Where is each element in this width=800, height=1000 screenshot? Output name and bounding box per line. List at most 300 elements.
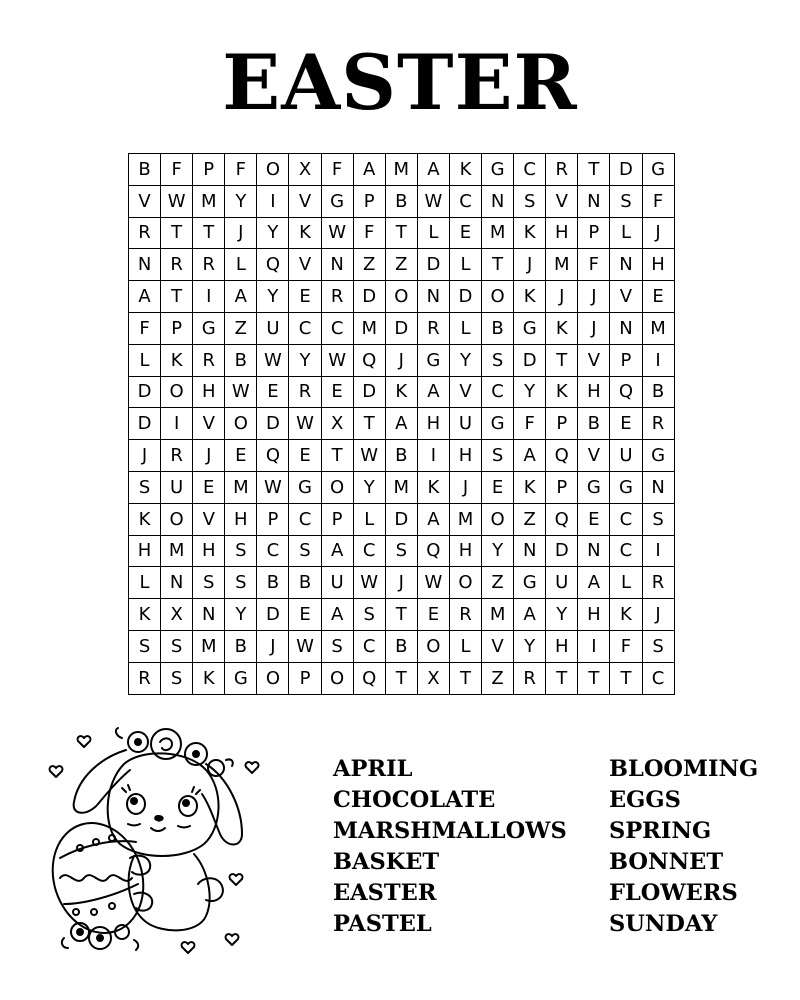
grid-cell: V [193,504,225,536]
grid-cell: Q [354,663,386,695]
grid-cell: S [161,663,193,695]
grid-cell: J [225,218,257,250]
grid-cell: X [161,599,193,631]
grid-cell: T [354,408,386,440]
grid-cell: Y [514,631,546,663]
grid-cell: T [482,249,514,281]
grid-cell: H [193,536,225,568]
grid-cell: Y [225,599,257,631]
grid-cell: R [129,218,161,250]
grid-cell: Y [546,599,578,631]
grid-cell: I [257,186,289,218]
grid-cell: L [129,567,161,599]
grid-cell: W [289,631,321,663]
grid-cell: G [643,154,675,186]
grid-cell: E [450,218,482,250]
grid-cell: W [225,377,257,409]
grid-cell: T [450,663,482,695]
grid-cell: T [578,154,610,186]
grid-cell: N [514,536,546,568]
grid-cell: T [322,440,354,472]
grid-cell: R [450,599,482,631]
grid-cell: Z [482,663,514,695]
grid-cell: T [161,281,193,313]
grid-cell: R [129,663,161,695]
grid-cell: B [386,440,418,472]
grid-cell: T [386,663,418,695]
grid-cell: A [225,281,257,313]
grid-cell: D [514,345,546,377]
grid-cell: S [289,536,321,568]
grid-cell: A [322,536,354,568]
grid-cell: T [193,218,225,250]
grid-cell: A [322,599,354,631]
grid-cell: L [450,249,482,281]
grid-cell: L [610,567,642,599]
grid-cell: P [257,504,289,536]
page-title: EASTER [222,38,578,127]
grid-cell: F [322,154,354,186]
grid-cell: O [225,408,257,440]
grid-cell: P [578,218,610,250]
grid-cell: G [514,567,546,599]
grid-cell: C [354,631,386,663]
grid-cell: I [161,408,193,440]
grid-cell: E [578,504,610,536]
grid-cell: S [643,504,675,536]
grid-cell: P [354,186,386,218]
grid-cell: G [322,186,354,218]
grid-cell: O [386,281,418,313]
grid-cell: Q [610,377,642,409]
grid-cell: B [643,377,675,409]
grid-cell: T [546,345,578,377]
grid-cell: R [322,281,354,313]
grid-cell: P [322,504,354,536]
grid-cell: T [386,218,418,250]
grid-cell: L [610,218,642,250]
grid-cell: B [482,313,514,345]
grid-cell: Y [514,377,546,409]
grid-cell: M [482,599,514,631]
grid-cell: Y [354,472,386,504]
grid-cell: H [546,631,578,663]
grid-cell: J [386,567,418,599]
grid-cell: N [578,186,610,218]
grid-cell: N [129,249,161,281]
grid-cell: X [322,408,354,440]
grid-cell: A [354,154,386,186]
word-list-left [333,754,567,940]
grid-cell: N [610,313,642,345]
grid-cell: H [225,504,257,536]
grid-cell: V [129,186,161,218]
word-item: FLOWERS [609,880,738,906]
heart-icon [78,736,91,747]
grid-cell: O [482,281,514,313]
grid-cell: R [546,154,578,186]
grid-cell: N [610,249,642,281]
grid-cell: E [257,377,289,409]
grid-cell: R [193,249,225,281]
grid-cell: U [161,472,193,504]
grid-cell: A [418,154,450,186]
grid-cell: G [418,345,450,377]
grid-cell: X [289,154,321,186]
grid-cell: O [482,504,514,536]
grid-cell: U [546,567,578,599]
grid-cell: B [257,567,289,599]
grid-cell: J [643,599,675,631]
grid-cell: D [129,377,161,409]
grid-cell: A [418,377,450,409]
grid-cell: M [386,472,418,504]
grid-cell: V [289,186,321,218]
grid-cell: P [610,345,642,377]
heart-icon [226,934,239,945]
grid-cell: B [578,408,610,440]
grid-cell: H [578,377,610,409]
grid-cell: C [514,154,546,186]
grid-cell: E [322,377,354,409]
heart-icon [50,766,63,777]
grid-cell: B [129,154,161,186]
grid-cell: K [418,472,450,504]
grid-cell: D [354,377,386,409]
grid-cell: D [257,408,289,440]
grid-cell: A [418,504,450,536]
grid-cell: A [578,567,610,599]
grid-cell: D [257,599,289,631]
grid-cell: E [610,408,642,440]
grid-cell: J [578,313,610,345]
grid-cell: M [546,249,578,281]
grid-cell: G [514,313,546,345]
grid-cell: W [322,218,354,250]
grid-cell: V [193,408,225,440]
grid-cell: D [418,249,450,281]
grid-cell: Y [225,186,257,218]
word-item: SPRING [609,818,712,844]
grid-cell: J [546,281,578,313]
grid-cell: E [482,472,514,504]
grid-cell: I [643,536,675,568]
heart-icon [230,874,243,885]
grid-cell: C [610,504,642,536]
grid-cell: C [482,377,514,409]
grid-cell: F [578,249,610,281]
grid-cell: J [514,249,546,281]
grid-cell: A [129,281,161,313]
grid-cell: C [354,536,386,568]
grid-cell: N [161,567,193,599]
word-item: BASKET [333,849,440,875]
word-item: MARSHMALLOWS [333,818,567,844]
grid-cell: D [354,281,386,313]
grid-cell: Z [354,249,386,281]
grid-cell: P [161,313,193,345]
word-search-grid [128,153,675,695]
grid-cell: Y [257,281,289,313]
grid-cell: S [482,345,514,377]
word-item: BONNET [609,849,724,875]
grid-cell: N [482,186,514,218]
grid-cell: Q [546,504,578,536]
grid-cell: S [129,472,161,504]
grid-cell: C [450,186,482,218]
heart-icon [246,762,259,773]
grid-cell: W [289,408,321,440]
grid-cell: V [289,249,321,281]
grid-cell: Z [225,313,257,345]
grid-cell: C [257,536,289,568]
grid-cell: C [610,536,642,568]
grid-cell: N [578,536,610,568]
grid-cell: K [161,345,193,377]
grid-cell: Z [386,249,418,281]
grid-cell: D [129,408,161,440]
grid-cell: N [322,249,354,281]
grid-cell: Y [289,345,321,377]
grid-cell: B [225,345,257,377]
grid-cell: S [225,536,257,568]
word-list-right [609,754,758,940]
grid-cell: P [546,408,578,440]
grid-cell: S [482,440,514,472]
grid-cell: W [418,567,450,599]
grid-cell: W [418,186,450,218]
grid-cell: Q [546,440,578,472]
grid-cell: K [193,663,225,695]
grid-cell: D [386,504,418,536]
grid-cell: O [322,663,354,695]
grid-cell: F [514,408,546,440]
grid-cell: E [643,281,675,313]
grid-cell: G [289,472,321,504]
grid-cell: S [225,567,257,599]
grid-cell: F [161,154,193,186]
grid-cell: J [578,281,610,313]
word-item: CHOCOLATE [333,787,496,813]
grid-cell: K [386,377,418,409]
grid-cell: R [161,440,193,472]
grid-cell: S [354,599,386,631]
grid-cell: A [386,408,418,440]
grid-cell: F [129,313,161,345]
grid-cell: E [289,599,321,631]
grid-cell: O [161,377,193,409]
grid-cell: I [643,345,675,377]
grid-cell: R [643,408,675,440]
grid-cell: M [643,313,675,345]
grid-cell: G [610,472,642,504]
grid-cell: M [450,504,482,536]
bunny-illustration [38,708,268,958]
grid-cell: N [418,281,450,313]
grid-cell: S [514,186,546,218]
grid-cell: G [482,408,514,440]
grid-cell: Q [257,440,289,472]
grid-cell: W [161,186,193,218]
grid-cell: K [129,599,161,631]
grid-cell: W [257,345,289,377]
grid-cell: C [643,663,675,695]
grid-cell: C [289,313,321,345]
grid-cell: H [450,536,482,568]
grid-cell: W [354,567,386,599]
grid-cell: K [610,599,642,631]
grid-cell: E [289,440,321,472]
grid-cell: V [578,440,610,472]
grid-cell: U [450,408,482,440]
grid-cell: R [289,377,321,409]
grid-cell: F [643,186,675,218]
grid-cell: J [129,440,161,472]
grid-cell: K [546,377,578,409]
grid-cell: F [610,631,642,663]
grid-cell: S [643,631,675,663]
grid-cell: Y [450,345,482,377]
grid-cell: M [482,218,514,250]
grid-cell: D [386,313,418,345]
grid-cell: U [257,313,289,345]
grid-cell: O [257,663,289,695]
grid-cell: P [289,663,321,695]
grid-cell: U [610,440,642,472]
grid-cell: J [450,472,482,504]
grid-cell: Y [482,536,514,568]
grid-cell: U [322,567,354,599]
word-item: EGGS [609,787,681,813]
word-item: BLOOMING [609,756,759,782]
grid-cell: O [322,472,354,504]
grid-cell: E [289,281,321,313]
grid-cell: R [418,313,450,345]
grid-cell: V [450,377,482,409]
grid-cell: L [129,345,161,377]
grid-cell: O [257,154,289,186]
grid-cell: M [354,313,386,345]
grid-cell: G [482,154,514,186]
grid-cell: D [450,281,482,313]
grid-cell: R [161,249,193,281]
grid-cell: Q [257,249,289,281]
grid-cell: H [578,599,610,631]
grid-cell: M [386,154,418,186]
grid-cell: G [193,313,225,345]
grid-cell: G [578,472,610,504]
grid-cell: L [450,313,482,345]
grid-cell: W [257,472,289,504]
grid-cell: H [193,377,225,409]
grid-cell: Y [257,218,289,250]
grid-cell: E [225,440,257,472]
grid-cell: F [354,218,386,250]
grid-cell: B [225,631,257,663]
grid-cell: Q [418,536,450,568]
heart-icon [182,942,195,953]
grid-cell: P [193,154,225,186]
grid-cell: I [418,440,450,472]
grid-cell: W [354,440,386,472]
grid-cell: S [386,536,418,568]
grid-cell: K [514,281,546,313]
grid-cell: S [610,186,642,218]
grid-cell: O [450,567,482,599]
grid-cell: G [643,440,675,472]
grid-cell: G [225,663,257,695]
grid-cell: V [546,186,578,218]
grid-cell: W [322,345,354,377]
grid-cell: H [129,536,161,568]
grid-cell: T [610,663,642,695]
grid-cell: L [450,631,482,663]
word-item: APRIL [333,756,413,782]
grid-cell: P [546,472,578,504]
word-item: EASTER [333,880,437,906]
grid-cell: T [161,218,193,250]
grid-cell: E [193,472,225,504]
grid-cell: O [161,504,193,536]
grid-cell: L [418,218,450,250]
grid-cell: R [193,345,225,377]
grid-cell: R [643,567,675,599]
grid-cell: B [289,567,321,599]
grid-cell: X [418,663,450,695]
grid-cell: S [193,567,225,599]
grid-cell: D [546,536,578,568]
word-item: PASTEL [333,911,432,937]
grid-cell: M [193,631,225,663]
grid-cell: R [514,663,546,695]
grid-cell: J [643,218,675,250]
grid-cell: J [193,440,225,472]
grid-cell: T [386,599,418,631]
grid-cell: F [225,154,257,186]
grid-cell: H [643,249,675,281]
grid-cell: K [289,218,321,250]
grid-cell: H [450,440,482,472]
grid-cell: L [225,249,257,281]
grid-cell: S [129,631,161,663]
grid-cell: T [578,663,610,695]
grid-cell: J [257,631,289,663]
grid-cell: K [129,504,161,536]
grid-cell: K [514,218,546,250]
grid-cell: S [161,631,193,663]
grid-cell: N [643,472,675,504]
grid-cell: L [354,504,386,536]
grid-cell: A [514,599,546,631]
grid-cell: I [193,281,225,313]
grid-cell: B [386,631,418,663]
word-item: SUNDAY [609,911,718,937]
grid-cell: K [546,313,578,345]
grid-cell: C [289,504,321,536]
grid-cell: E [418,599,450,631]
grid-cell: H [546,218,578,250]
grid-cell: H [418,408,450,440]
grid-cell: Z [514,504,546,536]
grid-cell: K [450,154,482,186]
grid-cell: A [514,440,546,472]
grid-cell: Q [354,345,386,377]
grid-cell: N [193,599,225,631]
grid-cell: J [386,345,418,377]
grid-cell: V [610,281,642,313]
grid-cell: M [225,472,257,504]
grid-cell: O [418,631,450,663]
